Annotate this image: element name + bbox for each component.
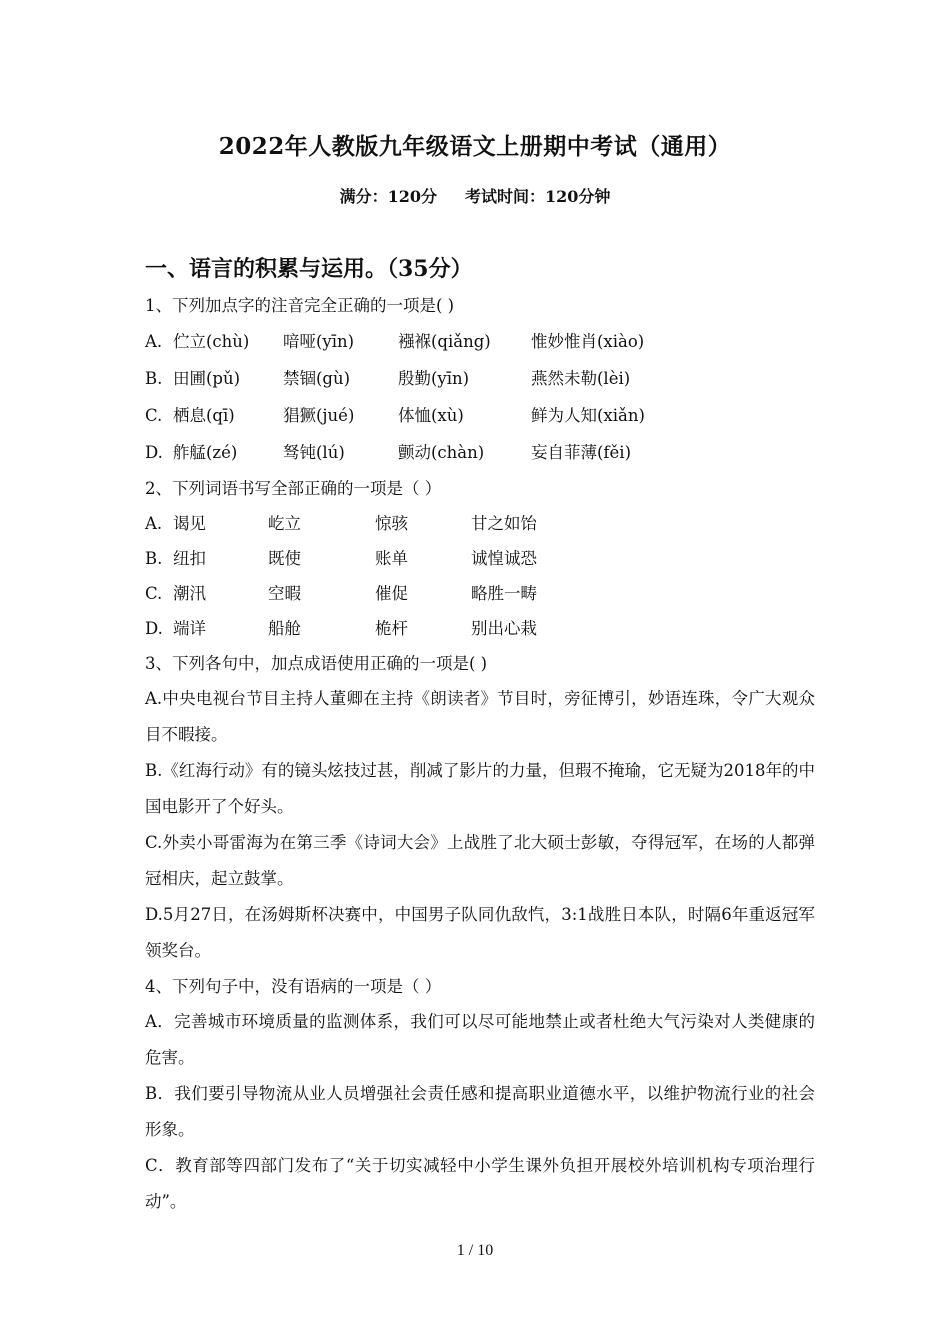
q2-option-c: C. 潮汛 空暇 催促 略胜一畴	[145, 584, 537, 603]
section-heading: 一、语言的积累与运用。（35分）	[145, 256, 473, 282]
q2-option-a: A. 谒见 屹立 惊骇 甘之如饴	[145, 514, 537, 533]
q4-option-c: C．教育部等四部门发布了“关于切实减轻中小学生课外负担开展校外培训机构专项治理行动”。	[145, 1156, 815, 1211]
q1-option-d: D. 舴艋(zé) 驽钝(lú) 颤动(chàn) 妄自菲薄(fěi)	[145, 443, 632, 462]
q2-option-b: B. 纽扣 既使 账单 诚惶诚恐	[145, 549, 537, 568]
question-body	[145, 288, 815, 1220]
q2-option-d: D. 端详 船舱 桅杆 别出心栽	[145, 619, 537, 638]
question-4-stem: 4、下列句子中，没有语病的一项是（ ）	[145, 977, 442, 996]
q4-option-b: B．我们要引导物流从业人员增强社会责任感和提高职业道德水平，以维护物流行业的社会形象。	[145, 1084, 815, 1139]
q3-option-d: D.5月27日，在汤姆斯杯决赛中，中国男子队同仇敌忾，3:1战胜日本队，时隔6年重返冠军领奖台。	[145, 905, 815, 960]
full-score: 满分：120分	[339, 187, 437, 206]
page-title: 2022年人教版九年级语文上册期中考试（通用）	[218, 133, 732, 160]
q4-option-a: A．完善城市环境质量的监测体系，我们可以尽可能地禁止或者杜绝大气污染对人类健康的危害。	[145, 1012, 815, 1067]
q3-option-a: A.中央电视台节目主持人董卿在主持《朗读者》节目时，旁征博引，妙语连珠，令广大观众目不暇接。	[145, 689, 815, 744]
page-number: 1 / 10	[456, 1242, 494, 1259]
question-1-stem: 1、下列加点字的注音完全正确的一项是( )	[145, 296, 455, 315]
q1-option-c: C. 栖息(qī) 猖獗(jué) 体恤(xù) 鲜为人知(xiǎn)	[145, 406, 645, 425]
question-2-stem: 2、下列词语书写全部正确的一项是（ ）	[145, 479, 442, 498]
question-3-stem: 3、下列各句中，加点成语使用正确的一项是( )	[145, 654, 488, 673]
exam-time: 考试时间：120分钟	[465, 187, 611, 206]
q3-option-c: C.外卖小哥雷海为在第三季《诗词大会》上战胜了北大硕士彭敏，夺得冠军，在场的人都弹冠相庆，起立鼓掌。	[145, 833, 815, 888]
exam-info	[0, 184, 950, 207]
q1-option-a: A. 伫立(chù) 喑哑(yīn) 襁褓(qiǎng) 惟妙惟肖(xiào)	[145, 332, 645, 351]
q1-option-b: B. 田圃(pǔ) 禁锢(gù) 殷勤(yīn) 燕然未勒(lèi)	[145, 369, 631, 388]
q3-option-b: B.《红海行动》有的镜头炫技过甚，削减了影片的力量，但瑕不掩瑜，它无疑为2018年的中国电影开了个好头。	[145, 761, 815, 816]
